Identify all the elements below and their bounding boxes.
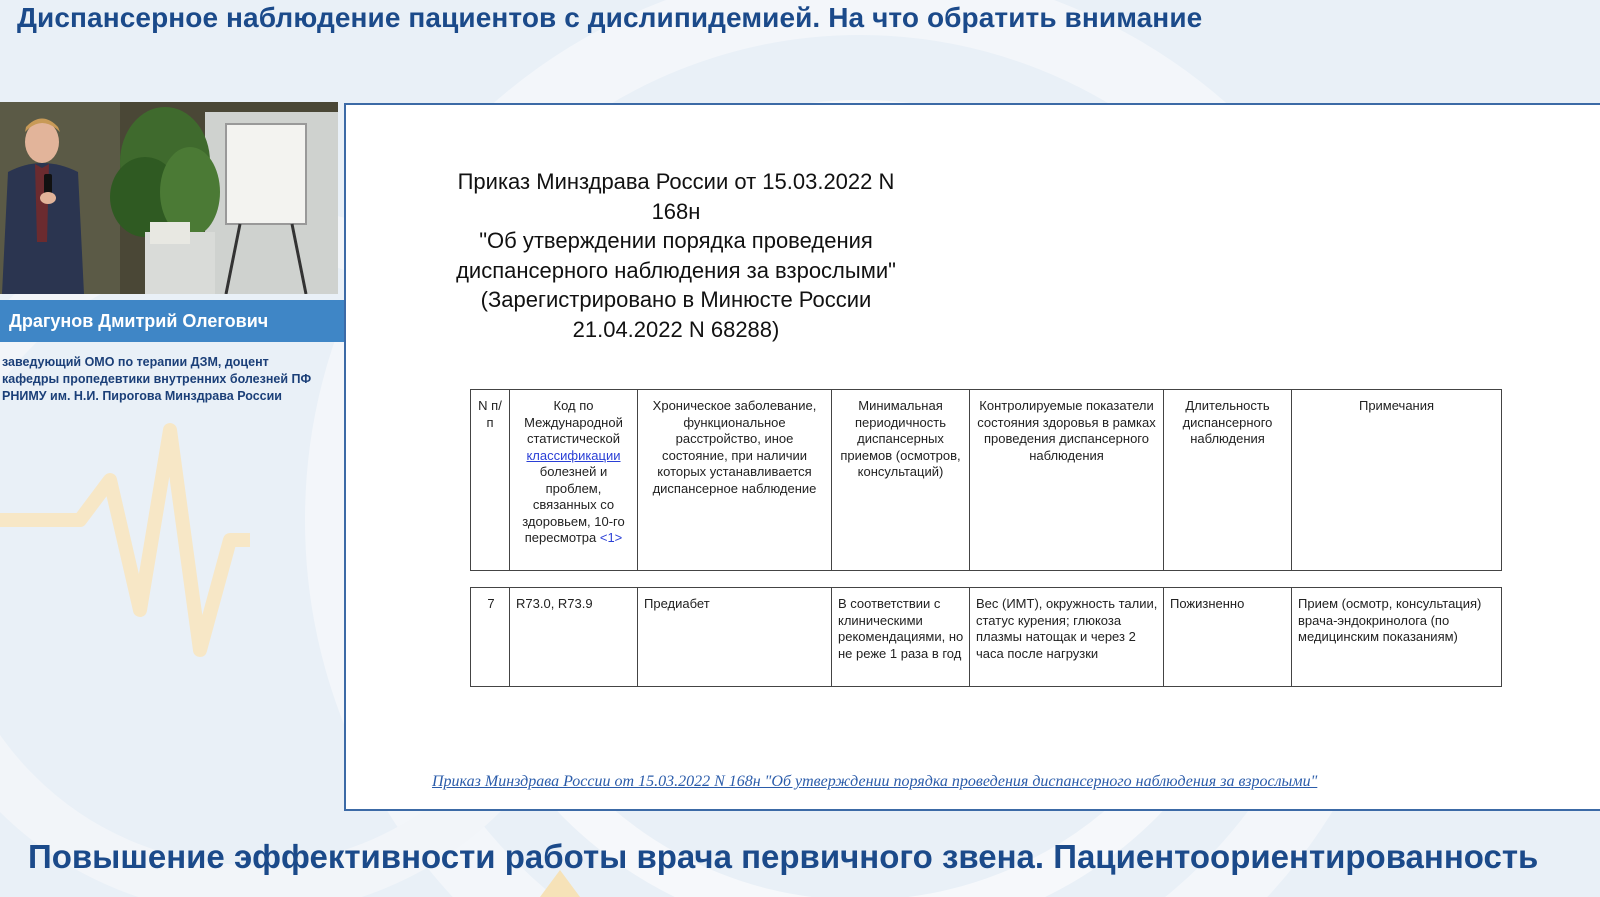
header-code <box>510 390 638 571</box>
speaker-role <box>2 354 346 405</box>
footnote-ref-link[interactable]: <1> <box>599 530 623 545</box>
table-header <box>470 389 1502 571</box>
order-title-line: 168н <box>651 198 701 224</box>
header-code-after: болезней и проблем, связанных со здоровьем, 10-го пересмотра <box>522 464 625 545</box>
speaker-name: Драгунов Дмитрий Олегович <box>0 300 344 342</box>
header-title: Диспансерное наблюдение пациентов с дислипидемией. На что обратить внимание <box>17 2 1203 33</box>
row-notes: Прием (осмотр, консультация) врача-эндокринолога (по медицинским показаниям) <box>1292 588 1502 687</box>
order-title <box>416 167 936 344</box>
speaker-video <box>0 102 338 294</box>
order-title-line: (Зарегистрировано в Минюсте России <box>480 287 872 312</box>
footer-title: Повышение эффективности работы врача первичного звена. Пациентоориентированность <box>28 838 1539 875</box>
order-title-line: Приказ Минздрава России от 15.03.2022 N <box>457 169 895 194</box>
order-title-line: "Об утверждении порядка проведения <box>479 228 873 253</box>
table-header-row <box>471 390 1502 571</box>
header-code-before: Код по Международной статистической <box>524 398 623 446</box>
speaker-role-line: кафедры пропедевтики внутренних болезней ПФ <box>2 372 312 386</box>
slide-content <box>344 103 1600 811</box>
source-link[interactable]: Приказ Минздрава России от 15.03.2022 N 168н "Об утверждении порядка проведения диспансерного наблюдения за взрослыми" <box>432 773 1318 790</box>
order-title-line: диспансерного наблюдения за взрослыми" <box>456 257 896 283</box>
row-duration: Пожизненно <box>1164 588 1292 687</box>
row-condition: Предиабет <box>638 588 832 687</box>
classification-link[interactable]: классификации <box>526 447 621 463</box>
header-condition: Хроническое заболевание, функциональное расстройство, иное состояние, при наличии которых устанавливается диспансерное наблюдение <box>638 390 832 571</box>
row-code: R73.0, R73.9 <box>510 588 638 687</box>
header-notes: Примечания <box>1292 390 1502 571</box>
speaker-role-line: РНИМУ им. Н.И. Пирогова Минздрава России <box>2 389 282 403</box>
speaker-role-line: заведующий ОМО по терапии ДЗМ, доцент <box>2 355 269 369</box>
header-duration: Длительность диспансерного наблюдения <box>1164 390 1292 571</box>
header-num: N п/п <box>471 390 510 571</box>
row-indicators: Вес (ИМТ), окружность талии, статус курения; глюкоза плазмы натощак и через 2 часа после нагрузки <box>970 588 1164 687</box>
header-frequency: Минимальная периодичность диспансерных приемов (осмотров, консультаций) <box>832 390 970 571</box>
row-num: 7 <box>471 588 510 687</box>
row-frequency: В соответствии с клиническими рекомендациями, но не реже 1 раза в год <box>832 588 970 687</box>
order-title-line: 21.04.2022 N 68288) <box>572 316 780 342</box>
table-body <box>470 587 1502 687</box>
table-row <box>471 588 1502 687</box>
header-indicators: Контролируемые показатели состояния здоровья в рамках проведения диспансерного наблюдения <box>970 390 1164 571</box>
